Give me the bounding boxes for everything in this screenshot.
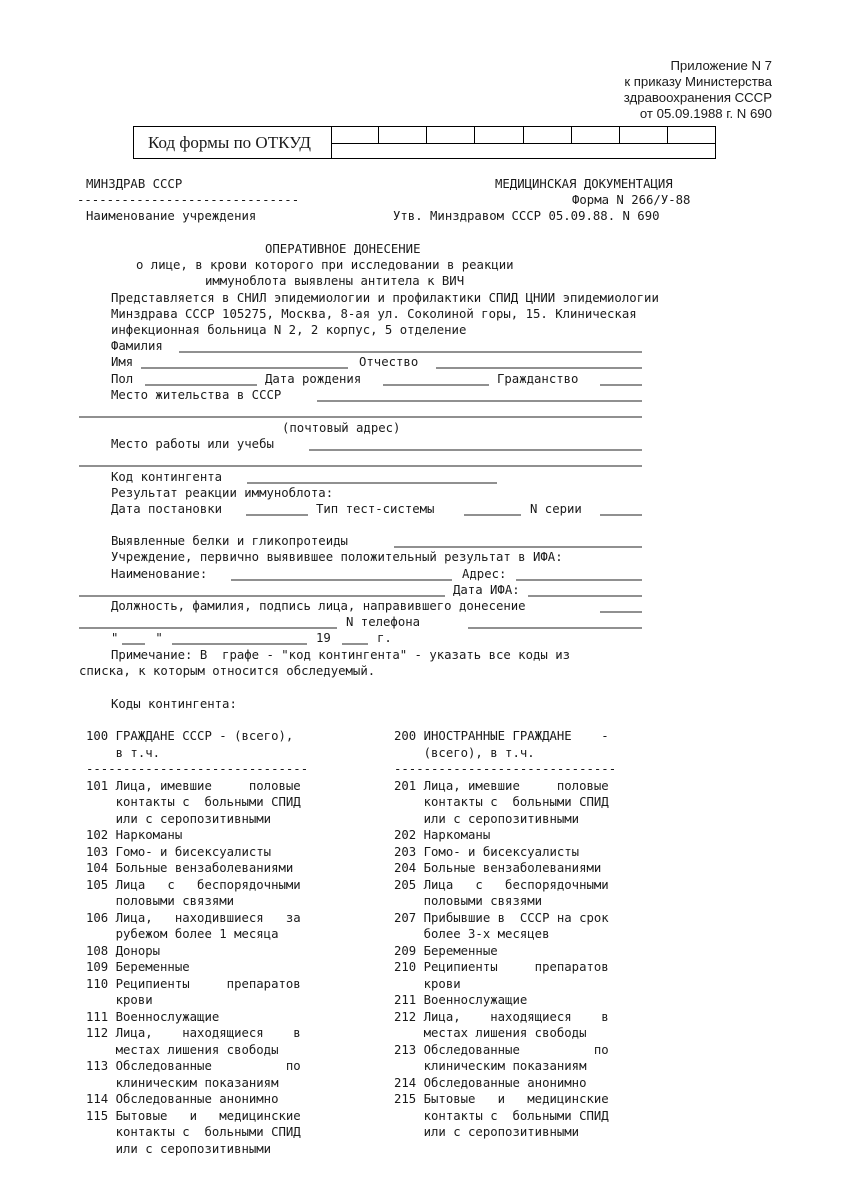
code-list-line: 115 Бытовые и медицинские bbox=[86, 1108, 301, 1123]
codes-heading: Коды контингента: bbox=[111, 697, 237, 711]
code-list-line: 100 ГРАЖДАНЕ СССР - (всего), bbox=[86, 729, 294, 743]
code-list-line: 207 Прибывшие в СССР на срок bbox=[394, 910, 609, 925]
code-list-line: 114 Обследованные анонимно bbox=[86, 1092, 279, 1106]
code-list-line: или с серопозитивными bbox=[86, 811, 272, 826]
postal-hint: (почтовый адрес) bbox=[282, 421, 401, 435]
citizenship-label: Гражданство bbox=[497, 372, 579, 386]
year-suffix: г. bbox=[377, 631, 392, 645]
code-list-line: 202 Наркоманы bbox=[394, 828, 491, 842]
code-list-line: или с серопозитивными bbox=[394, 811, 580, 826]
note-text: Примечание: В графе - "код контингента" - указать все коды из bbox=[111, 648, 571, 662]
okud-label: Код формы по ОТКУД bbox=[134, 127, 332, 158]
code-list-line: местах лишения свободы bbox=[394, 1026, 587, 1040]
code-list-line: клиническим показаниям bbox=[394, 1059, 587, 1073]
code-list-line: контакты с больными СПИД bbox=[394, 795, 609, 809]
institution-ifa-label: Учреждение, первично выявившее положительный результат в ИФА: bbox=[111, 550, 563, 564]
code-list-line: 209 Беременные bbox=[394, 943, 498, 958]
report-subtitle: о лице, в крови которого при исследовании в реакции bbox=[136, 258, 514, 272]
workplace-label: Место работы или учебы bbox=[111, 437, 274, 451]
note-text: списка, к которым относится обследуемый. bbox=[79, 664, 376, 678]
institution-dashes: ------------------------------ bbox=[77, 193, 300, 207]
code-list-line: 204 Больные вензаболеваниями bbox=[394, 861, 602, 875]
code-list-line: 108 Доноры bbox=[86, 943, 161, 958]
sender-label: Должность, фамилия, подпись лица, направившего донесение bbox=[111, 599, 526, 613]
ifa-date-label: Дата ИФА: bbox=[453, 583, 520, 597]
residence-label: Место жительства в СССР bbox=[111, 388, 282, 402]
address-label: Адрес: bbox=[462, 567, 507, 581]
intro-text: инфекционная больница N 2, 2 корпус, 5 отделение bbox=[111, 323, 467, 337]
code-list-line: в т.ч. bbox=[86, 745, 161, 760]
phone-label: N телефона bbox=[346, 615, 421, 629]
contingent-code-label: Код контингента bbox=[111, 470, 223, 484]
appendix-line: Приложение N 7 bbox=[670, 58, 772, 73]
code-list-line: 200 ИНОСТРАННЫЕ ГРАЖДАНЕ - bbox=[394, 729, 609, 743]
code-list-line: контакты с больными СПИД bbox=[394, 1108, 609, 1123]
code-list-line: 203 Гомо- и бисексуалисты bbox=[394, 844, 580, 859]
approval-note: Утв. Минздравом СССР 05.09.88. N 690 bbox=[393, 209, 660, 223]
code-list-line: 212 Лица, находящиеся в bbox=[394, 1009, 609, 1024]
intro-text: Минздрава СССР 105275, Москва, 8-ая ул. Соколиной горы, 15. Клиническая bbox=[111, 307, 637, 321]
code-list-line: более 3-х месяцев bbox=[394, 927, 550, 941]
appendix-line: здравоохранения СССР bbox=[623, 90, 772, 105]
codes-column-citizens bbox=[86, 728, 308, 1157]
name-label: Имя bbox=[111, 355, 134, 369]
patronymic-label: Отчество bbox=[359, 355, 419, 369]
code-list-line: или с серопозитивными bbox=[86, 1141, 272, 1156]
test-system-label: Тип тест-системы bbox=[316, 502, 435, 516]
code-list-line: 211 Военнослужащие bbox=[394, 993, 528, 1007]
code-list-line: местах лишения свободы bbox=[86, 1042, 279, 1057]
form-number: Форма N 266/У-88 bbox=[572, 193, 691, 207]
inst-name-label: Наименование: bbox=[111, 567, 208, 581]
code-list-line: 113 Обследованные по bbox=[86, 1059, 301, 1073]
appendix-line: от 05.09.1988 г. N 690 bbox=[639, 106, 772, 121]
institution-label: Наименование учреждения bbox=[86, 209, 257, 223]
sex-label: Пол bbox=[111, 372, 134, 386]
code-list-line: клиническим показаниям bbox=[86, 1075, 279, 1090]
code-list-line: контакты с больными СПИД bbox=[86, 795, 301, 809]
med-doc-label: МЕДИЦИНСКАЯ ДОКУМЕНТАЦИЯ bbox=[495, 177, 673, 191]
code-list-line: 103 Гомо- и бисексуалисты bbox=[86, 844, 272, 859]
code-list-line: 110 Реципиенты препаратов bbox=[86, 976, 301, 991]
ministry-label: МИНЗДРАВ СССР bbox=[86, 177, 183, 191]
proteins-label: Выявленные белки и гликопротеиды bbox=[111, 534, 348, 548]
birth-date-label: Дата рождения bbox=[265, 372, 362, 386]
intro-text: Представляется в СНИЛ эпидемиологии и профилактики СПИД ЦНИИ эпидемиологии bbox=[111, 291, 659, 305]
code-list-line: половыми связями bbox=[86, 894, 235, 908]
code-list-line: ------------------------------ bbox=[394, 762, 617, 776]
code-list-line: 106 Лица, находившиеся за bbox=[86, 910, 301, 925]
code-list-line: 105 Лица с беспорядочными bbox=[86, 877, 301, 892]
code-list-line: 104 Больные вензаболеваниями bbox=[86, 861, 294, 875]
code-list-line: 109 Беременные bbox=[86, 960, 190, 974]
code-list-line: ------------------------------ bbox=[86, 762, 309, 776]
date-quotes: " " bbox=[111, 631, 163, 645]
code-list-line: 210 Реципиенты препаратов bbox=[394, 960, 609, 974]
codes-column-foreigners bbox=[394, 728, 616, 1141]
surname-label: Фамилия bbox=[111, 339, 163, 353]
code-list-line: крови bbox=[86, 993, 153, 1007]
code-list-line: 111 Военнослужащие bbox=[86, 1009, 220, 1024]
year-prefix: 19 bbox=[316, 631, 331, 645]
code-list-line: 201 Лица, имевшие половые bbox=[394, 778, 609, 793]
immunoblot-result-label: Результат реакции иммуноблота: bbox=[111, 486, 334, 500]
code-list-line: 101 Лица, имевшие половые bbox=[86, 778, 301, 793]
code-list-line: 213 Обследованные по bbox=[394, 1042, 609, 1057]
code-list-line: или с серопозитивными bbox=[394, 1125, 580, 1139]
code-list-line: крови bbox=[394, 976, 461, 991]
code-list-line: 215 Бытовые и медицинские bbox=[394, 1092, 609, 1106]
code-list-line: 112 Лица, находящиеся в bbox=[86, 1026, 301, 1040]
code-list-line: половыми связями bbox=[394, 894, 543, 908]
code-list-line: 214 Обследованные анонимно bbox=[394, 1075, 587, 1090]
code-list-line: контакты с больными СПИД bbox=[86, 1125, 301, 1139]
code-list-line: 102 Наркоманы bbox=[86, 828, 183, 842]
series-label: N серии bbox=[530, 502, 582, 516]
code-list-line: рубежом более 1 месяца bbox=[86, 927, 279, 941]
report-title: ОПЕРАТИВНОЕ ДОНЕСЕНИЕ bbox=[265, 242, 421, 256]
code-list-line: (всего), в т.ч. bbox=[394, 745, 535, 760]
setup-date-label: Дата постановки bbox=[111, 502, 223, 516]
code-list-line: 205 Лица с беспорядочными bbox=[394, 877, 609, 892]
appendix-line: к приказу Министерства bbox=[624, 74, 772, 89]
report-subtitle: иммуноблота выявлены антитела к ВИЧ bbox=[205, 274, 465, 288]
